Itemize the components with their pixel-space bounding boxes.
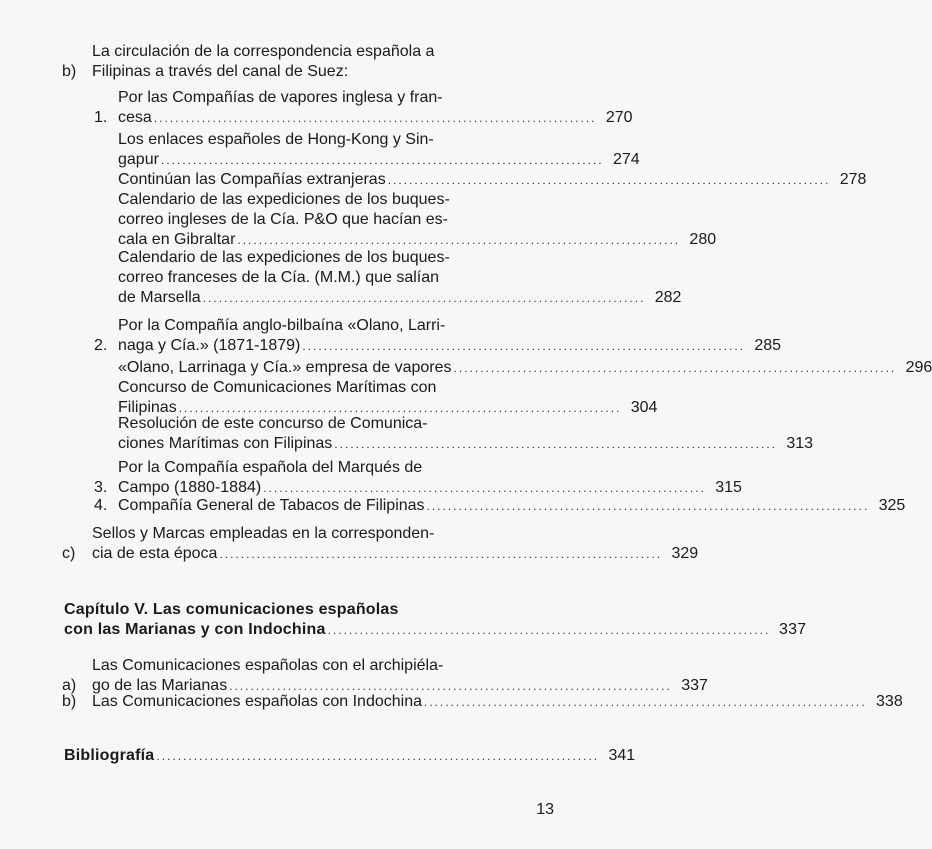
page-ref: 278 — [839, 171, 867, 188]
entry-text-line: cala en Gibraltar — [118, 231, 236, 248]
toc-bibliografia[interactable] — [64, 746, 636, 766]
page-ref: 285 — [754, 337, 782, 354]
chapter-title-line: con las Marianas y con Indochina — [64, 621, 326, 638]
section-title-line: Filipinas a través del canal de Suez: — [92, 63, 349, 80]
page-ref: 337 — [681, 677, 708, 694]
entry-text-line: Calendario de las expediciones de los buques- — [118, 249, 450, 266]
entry-text-line: Los enlaces españoles de Hong-Kong y Sin- — [118, 131, 434, 148]
entry-text-line: gapur — [118, 151, 159, 168]
entry-text-line: ciones Marítimas con Filipinas — [118, 435, 333, 452]
toc-subentry-mm[interactable] — [118, 248, 682, 308]
dot-leader: ................................................................................... — [160, 153, 604, 167]
entry-text-line: Sellos y Marcas empleadas en la corresponden- — [92, 525, 435, 542]
section-label: c) — [62, 545, 76, 562]
section-label: b) — [62, 63, 77, 80]
toc-subentry-po[interactable] — [118, 190, 717, 250]
toc-subentry-concurso[interactable] — [118, 378, 658, 418]
dot-leader: ................................................................................... — [327, 623, 771, 637]
entry-text-line: Campo (1880-1884) — [118, 479, 262, 496]
dot-leader: ................................................................................... — [424, 695, 867, 709]
entry-text-line: de Marsella — [118, 289, 201, 306]
toc-chapter-5[interactable] — [64, 600, 807, 640]
page-ref: 341 — [608, 747, 636, 764]
page-ref: 329 — [671, 545, 699, 562]
toc-item-1[interactable] — [94, 88, 633, 128]
dot-leader: ................................................................................... — [178, 401, 622, 415]
dot-leader: ................................................................................... — [302, 339, 746, 353]
section-label: a) — [62, 677, 77, 694]
entry-text-line: go de las Marianas — [92, 677, 228, 694]
entry-text-line: correo franceses de la Cía. (M.M.) que salían — [118, 269, 440, 286]
page-ref: 337 — [779, 621, 807, 638]
page-ref: 325 — [878, 497, 906, 514]
bibliography-title: Bibliografía — [64, 747, 155, 764]
entry-text-line: naga y Cía.» (1871-1879) — [118, 337, 301, 354]
dot-leader: ................................................................................... — [334, 437, 778, 451]
entry-text-line: Por las Compañías de vapores inglesa y fran- — [118, 89, 443, 106]
entry-text-line: Por la Compañía anglo-bilbaína «Olano, Larri- — [118, 317, 446, 334]
toc-subentry-continuan[interactable] — [118, 170, 867, 190]
page-ref: 304 — [630, 399, 658, 416]
page-ref: 270 — [605, 109, 633, 126]
entry-text-line: Continúan las Compañías extranjeras — [118, 171, 386, 188]
page-ref: 338 — [876, 693, 903, 710]
toc-section-c[interactable] — [62, 524, 699, 564]
dot-leader: ................................................................................... — [387, 173, 831, 187]
page-ref: 315 — [715, 479, 742, 496]
page-ref: 296 — [905, 359, 932, 376]
page-number: 13 — [536, 801, 554, 818]
dot-leader: ................................................................................... — [156, 749, 600, 763]
dot-leader: ................................................................................... — [453, 361, 897, 375]
entry-text-line: Las Comunicaciones españolas con el archipiéla- — [92, 657, 444, 674]
entry-text-line: «Olano, Larrinaga y Cía.» empresa de vapores — [118, 359, 452, 376]
toc-item-4[interactable] — [94, 496, 906, 516]
dot-leader: ................................................................................... — [202, 291, 646, 305]
entry-text-line: cesa — [118, 109, 152, 126]
entry-text-line: correo ingleses de la Cía. P&O que hacían es- — [118, 211, 448, 228]
entry-text-line: cia de esta época — [92, 545, 218, 562]
toc-subentry-hong-kong[interactable] — [118, 130, 640, 170]
page-ref: 280 — [689, 231, 717, 248]
page-ref: 274 — [612, 151, 640, 168]
dot-leader: ................................................................................... — [153, 111, 597, 125]
toc-subentry-olano[interactable] — [118, 358, 932, 378]
entry-text-line: Filipinas — [118, 399, 177, 416]
page-ref: 313 — [786, 435, 814, 452]
entry-text-line: Concurso de Comunicaciones Marítimas con — [118, 379, 437, 396]
item-number: 1. — [94, 109, 108, 126]
toc-item-2[interactable] — [94, 316, 782, 356]
toc-subentry-resolucion[interactable] — [118, 414, 814, 454]
entry-text-line: Por la Compañía española del Marqués de — [118, 459, 423, 476]
dot-leader: ................................................................................... — [426, 499, 870, 513]
item-number: 3. — [94, 479, 108, 496]
entry-text-line: Calendario de las expediciones de los buques- — [118, 191, 450, 208]
chapter-title-line: Capítulo V. Las comunicaciones españolas — [64, 601, 399, 618]
section-label: b) — [62, 693, 77, 710]
entry-text-line: Compañía General de Tabacos de Filipinas — [118, 497, 425, 514]
section-title-line: La circulación de la correspondencia española a — [92, 43, 435, 60]
toc-chapter-5-a[interactable] — [62, 656, 708, 696]
toc-item-3[interactable] — [94, 458, 742, 498]
dot-leader: ................................................................................... — [229, 679, 672, 693]
dot-leader: ................................................................................... — [219, 547, 663, 561]
entry-text-line: Resolución de este concurso de Comunica- — [118, 415, 428, 432]
entry-text-line: Las Comunicaciones españolas con Indochina — [92, 693, 422, 710]
toc-section-b — [62, 42, 554, 82]
item-number: 4. — [94, 497, 108, 514]
dot-leader: ................................................................................... — [237, 233, 681, 247]
item-number: 2. — [94, 337, 108, 354]
toc-chapter-5-b[interactable] — [62, 692, 903, 712]
dot-leader: ................................................................................... — [263, 481, 706, 495]
page-ref: 282 — [654, 289, 682, 306]
